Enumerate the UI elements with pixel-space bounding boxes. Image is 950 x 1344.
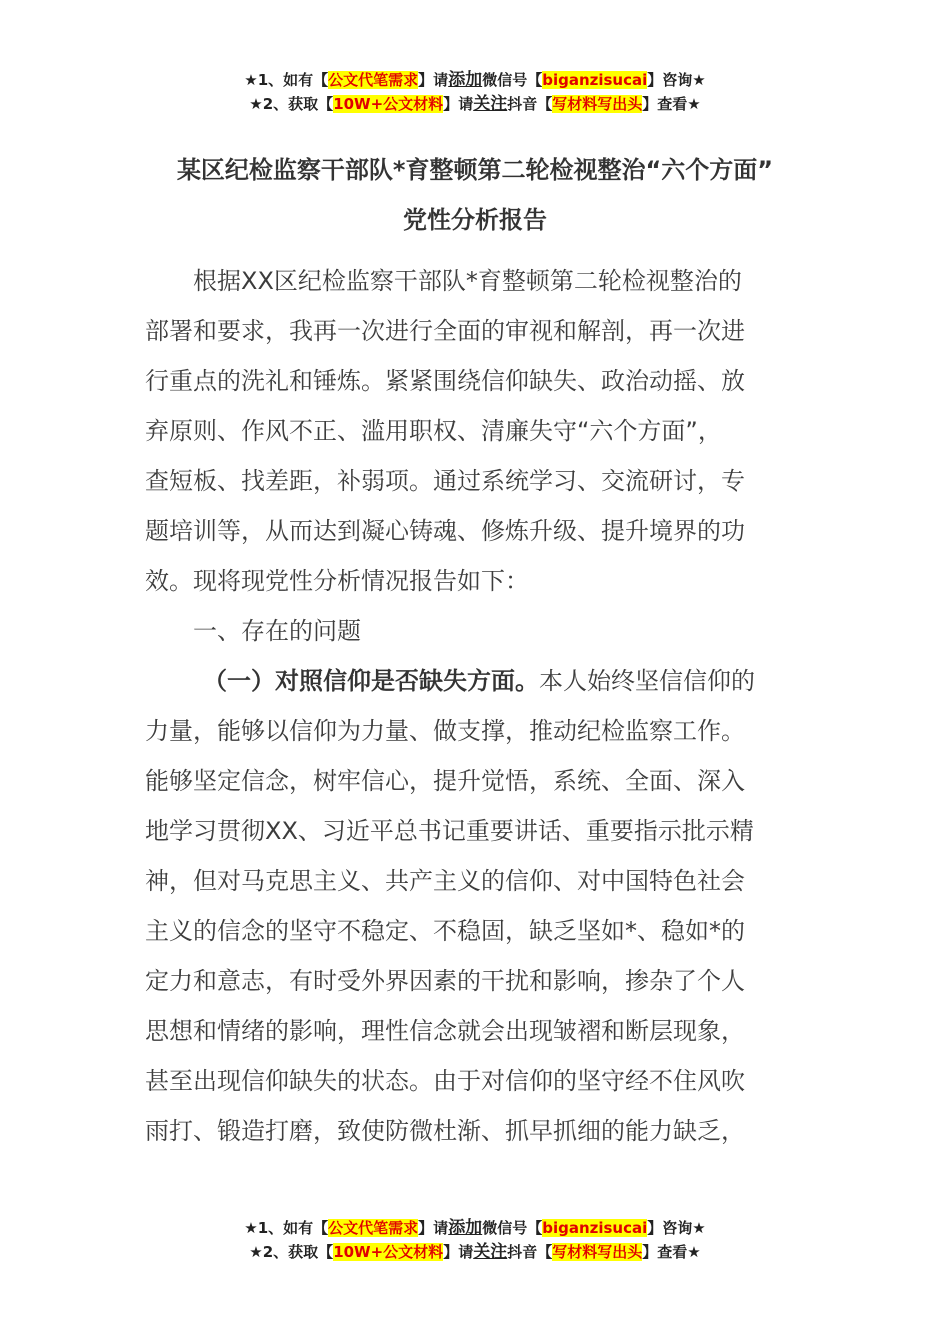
- subsection-line: [145, 656, 805, 706]
- banner-emphasis: 添加: [448, 1218, 483, 1238]
- paragraph-line: 地学习贯彻XX、习近平总书记重要讲话、重要指示批示精: [145, 817, 754, 845]
- subsection-heading: （一）对照信仰是否缺失方面。: [203, 667, 539, 695]
- paragraph-line: 定力和意志，有时受外界因素的干扰和影响，掺杂了个人: [145, 967, 745, 995]
- banner-highlight: 公文代笔需求: [328, 71, 419, 89]
- banner-highlight: 写材料写出头: [552, 1243, 643, 1261]
- banner-emphasis: 添加: [448, 70, 483, 90]
- paragraph-line: 雨打、锻造打磨，致使防微杜渐、抓早抓细的能力缺乏，: [145, 1117, 745, 1145]
- document-body: [145, 256, 805, 1156]
- banner-text: 】咨询★: [647, 1219, 706, 1237]
- paragraph-line: 能够坚定信念，树牢信心，提升觉悟，系统、全面、深入: [145, 767, 745, 795]
- bottom-banner: [0, 1216, 950, 1264]
- banner-highlight: biganzisucai: [542, 1219, 648, 1237]
- banner-text: 微信号【: [482, 71, 543, 89]
- banner-text: 抖音【: [507, 1243, 553, 1261]
- banner-text: 】请: [443, 1243, 474, 1261]
- paragraph-line: 神，但对马克思主义、共产主义的信仰、对中国特色社会: [145, 867, 745, 895]
- document-subtitle: 党性分析报告: [403, 206, 547, 234]
- paragraph-line: 力量，能够以信仰为力量、做支撑，推动纪检监察工作。: [145, 717, 745, 745]
- banner-text: 微信号【: [482, 1219, 543, 1237]
- banner-line-1: [0, 68, 950, 92]
- banner-text: ★1、如有【: [244, 71, 329, 89]
- paragraph-line: 弃原则、作风不正、滥用职权、清廉失守“六个方面”，: [145, 417, 722, 445]
- banner-text: 】查看★: [642, 1243, 701, 1261]
- banner-highlight: 10W+公文材料: [333, 95, 444, 113]
- paragraph-line: 思想和情绪的影响，理性信念就会出现皱褶和断层现象，: [145, 1017, 745, 1045]
- paragraph-line: 行重点的洗礼和锤炼。紧紧围绕信仰缺失、政治动摇、放: [145, 367, 745, 395]
- banner-highlight: 公文代笔需求: [328, 1219, 419, 1237]
- top-banner: [0, 68, 950, 116]
- banner-text: 】请: [418, 71, 449, 89]
- banner-text: 】请: [443, 95, 474, 113]
- section-heading: 一、存在的问题: [193, 617, 361, 645]
- banner-text: 】请: [418, 1219, 449, 1237]
- paragraph-line: 效。现将现党性分析情况报告如下：: [145, 567, 529, 595]
- paragraph-line: 部署和要求，我再一次进行全面的审视和解剖，再一次进: [145, 317, 745, 345]
- paragraph-line: 主义的信念的坚守不稳定、不稳固，缺乏坚如*、稳如*的: [145, 917, 745, 945]
- banner-text: ★2、获取【: [249, 1243, 334, 1261]
- banner-emphasis: 关注: [473, 94, 508, 114]
- banner-line-1: [0, 1216, 950, 1240]
- banner-emphasis: 关注: [473, 1242, 508, 1262]
- banner-line-2: [0, 1240, 950, 1264]
- banner-text: 抖音【: [507, 95, 553, 113]
- banner-text: ★1、如有【: [244, 1219, 329, 1237]
- banner-text: 】咨询★: [647, 71, 706, 89]
- banner-line-2: [0, 92, 950, 116]
- banner-text: ★2、获取【: [249, 95, 334, 113]
- paragraph-text: 本人始终坚信信仰的: [539, 667, 755, 695]
- paragraph-line: 题培训等，从而达到凝心铸魂、修炼升级、提升境界的功: [145, 517, 745, 545]
- paragraph-line: 查短板、找差距，补弱项。通过系统学习、交流研讨，专: [145, 467, 745, 495]
- banner-highlight: biganzisucai: [542, 71, 648, 89]
- paragraph-line: 根据XX区纪检监察干部队*育整顿第二轮检视整治的: [193, 267, 742, 295]
- banner-highlight: 10W+公文材料: [333, 1243, 444, 1261]
- paragraph-line: 甚至出现信仰缺失的状态。由于对信仰的坚守经不住风吹: [145, 1067, 745, 1095]
- document-title: 某区纪检监察干部队*育整顿第二轮检视整治“六个方面”: [176, 156, 774, 184]
- banner-text: 】查看★: [642, 95, 701, 113]
- banner-highlight: 写材料写出头: [552, 95, 643, 113]
